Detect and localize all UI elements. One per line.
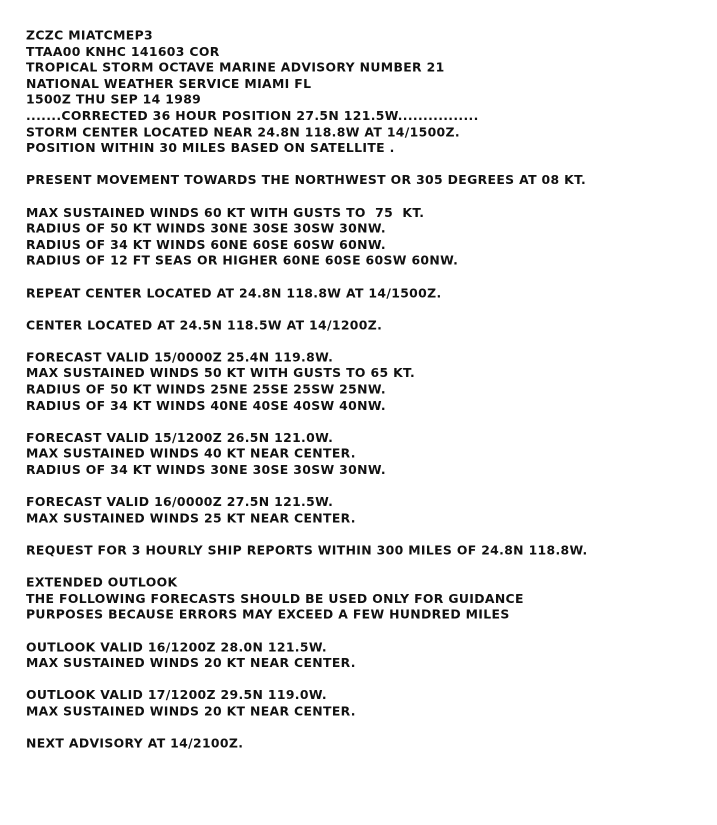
movement-line: PRESENT MOVEMENT TOWARDS THE NORTHWEST OR 305 DEGREES AT 08 KT. bbox=[26, 172, 587, 188]
header-line: TROPICAL STORM OCTAVE MARINE ADVISORY NUMBER 21 bbox=[26, 60, 445, 75]
forecast-line: FORECAST VALID 15/1200Z 26.5N 121.0W. bbox=[26, 430, 334, 445]
forecast-section-3 bbox=[26, 495, 588, 527]
forecast-line: MAX SUSTAINED WINDS 40 KT NEAR CENTER. bbox=[26, 446, 356, 462]
outlook-line: MAX SUSTAINED WINDS 20 KT NEAR CENTER. bbox=[26, 704, 356, 719]
spacer bbox=[26, 720, 588, 736]
header-line: .......CORRECTED 36 HOUR POSITION 27.5N 121.5W................ bbox=[26, 108, 479, 124]
outlook-line: OUTLOOK VALID 17/1200Z 29.5N 119.0W. bbox=[26, 687, 327, 703]
header-line: POSITION WITHIN 30 MILES BASED ON SATELLITE . bbox=[26, 140, 395, 156]
extended-line: PURPOSES BECAUSE ERRORS MAY EXCEED A FEW HUNDRED MILES bbox=[26, 607, 510, 623]
extended-line: EXTENDED OUTLOOK bbox=[26, 575, 178, 590]
spacer bbox=[26, 269, 588, 285]
outlook-line: OUTLOOK VALID 16/1200Z 28.0N 121.5W. bbox=[26, 639, 327, 655]
forecast-section-2 bbox=[26, 430, 588, 478]
next-advisory-line: NEXT ADVISORY AT 14/2100Z. bbox=[26, 736, 244, 751]
spacer bbox=[26, 479, 588, 495]
winds-line: RADIUS OF 50 KT WINDS 30NE 30SE 30SW 30NW. bbox=[26, 221, 386, 236]
forecast-line: FORECAST VALID 15/0000Z 25.4N 119.8W. bbox=[26, 349, 334, 365]
spacer bbox=[26, 414, 588, 430]
advisory-document bbox=[26, 28, 588, 752]
outlook-section-1 bbox=[26, 640, 588, 672]
winds-line: MAX SUSTAINED WINDS 60 KT WITH GUSTS TO 75 KT. bbox=[26, 205, 425, 220]
forecast-line: RADIUS OF 34 KT WINDS 40NE 40SE 40SW 40NW. bbox=[26, 398, 386, 413]
ship-request-line: REQUEST FOR 3 HOURLY SHIP REPORTS WITHIN 300 MILES OF 24.8N 118.8W. bbox=[26, 543, 588, 558]
advisory-header bbox=[26, 28, 588, 157]
forecast-line: RADIUS OF 50 KT WINDS 25NE 25SE 25SW 25NW. bbox=[26, 382, 386, 397]
header-line: ZCZC MIATCMEP3 bbox=[26, 28, 153, 43]
forecast-line: RADIUS OF 34 KT WINDS 30NE 30SE 30SW 30NW. bbox=[26, 462, 386, 478]
spacer bbox=[26, 527, 588, 543]
spacer bbox=[26, 157, 588, 173]
forecast-line: MAX SUSTAINED WINDS 25 KT NEAR CENTER. bbox=[26, 510, 356, 526]
header-line: TTAA00 KNHC 141603 COR bbox=[26, 44, 220, 59]
spacer bbox=[26, 189, 588, 205]
header-line: STORM CENTER LOCATED NEAR 24.8N 118.8W AT 14/1500Z. bbox=[26, 124, 460, 140]
repeat-center-line: REPEAT CENTER LOCATED AT 24.8N 118.8W AT 14/1500Z. bbox=[26, 285, 442, 301]
spacer bbox=[26, 302, 588, 318]
winds-line: RADIUS OF 12 FT SEAS OR HIGHER 60NE 60SE 60SW 60NW. bbox=[26, 253, 459, 268]
outlook-section-2 bbox=[26, 688, 588, 720]
winds-section bbox=[26, 205, 588, 269]
forecast-section-1 bbox=[26, 350, 588, 414]
spacer bbox=[26, 559, 588, 575]
forecast-line: MAX SUSTAINED WINDS 50 KT WITH GUSTS TO 65 KT. bbox=[26, 366, 416, 381]
winds-line: RADIUS OF 34 KT WINDS 60NE 60SE 60SW 60NW. bbox=[26, 237, 386, 252]
extended-line: THE FOLLOWING FORECASTS SHOULD BE USED ONLY FOR GUIDANCE bbox=[26, 591, 524, 606]
forecast-line: FORECAST VALID 16/0000Z 27.5N 121.5W. bbox=[26, 494, 334, 510]
outlook-line: MAX SUSTAINED WINDS 20 KT NEAR CENTER. bbox=[26, 655, 356, 671]
spacer bbox=[26, 624, 588, 640]
spacer bbox=[26, 672, 588, 688]
header-line: 1500Z THU SEP 14 1989 bbox=[26, 92, 202, 107]
header-line: NATIONAL WEATHER SERVICE MIAMI FL bbox=[26, 76, 312, 91]
extended-outlook-section bbox=[26, 575, 588, 623]
spacer bbox=[26, 334, 588, 350]
prior-center-line: CENTER LOCATED AT 24.5N 118.5W AT 14/1200Z. bbox=[26, 317, 383, 333]
